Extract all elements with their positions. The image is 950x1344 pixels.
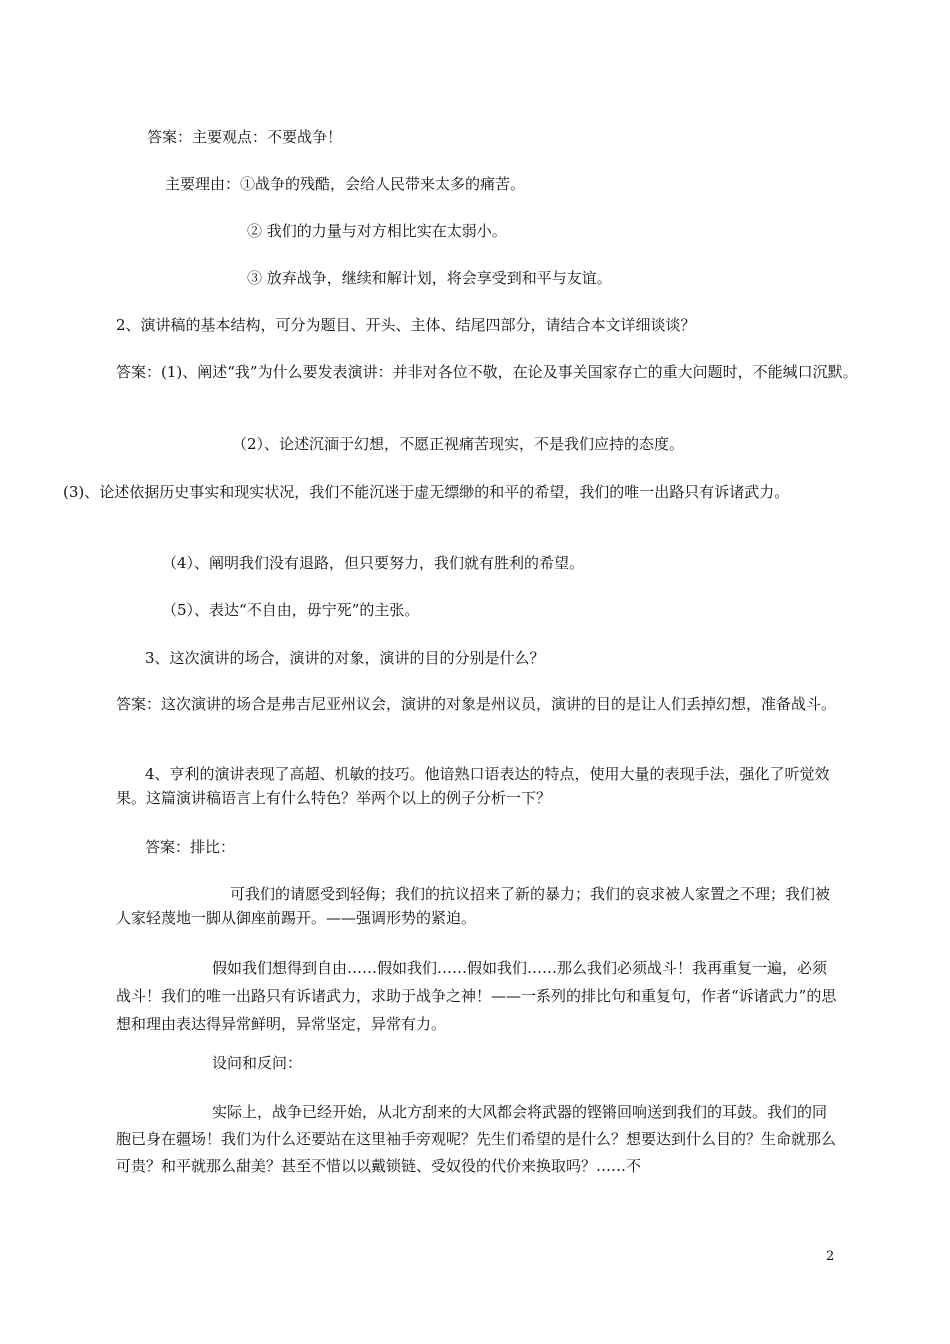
page-number: 2 (826, 1249, 835, 1264)
answer-2-part-1: 答案：(1)、阐述“我”为什么要发表演讲：并非对各位不敬，在论及事关国家存亡的重大问题时，不能缄口沉默。 (116, 363, 858, 381)
answer-2-part-5: （5）、表达“不自由，毋宁死”的主张。 (162, 601, 420, 619)
answer-1-reason-1: 主要理由：①战争的残酷，会给人民带来太多的痛苦。 (165, 175, 526, 193)
question-4: 4、亨利的演讲表现了高超、机敏的技巧。他谙熟口语表达的特点，使用大量的表现手法，强化了听觉效果。这篇演讲稿语言上有什么特色？举两个以上的例子分析一下？ (116, 765, 830, 807)
question-2: 2、演讲稿的基本结构，可分为题目、开头、主体、结尾四部分，请结合本文详细谈谈？ (116, 316, 696, 334)
question-3: 3、这次演讲的场合，演讲的对象，演讲的目的分别是什么？ (145, 649, 545, 667)
answer-1-main-view: 答案：主要观点：不要战争！ (147, 128, 343, 146)
answer-2-part-4: （4）、阐明我们没有退路，但只要努力，我们就有胜利的希望。 (162, 554, 585, 572)
answer-1-reason-3: ③ 放弃战争，继续和解计划，将会享受到和平与友谊。 (247, 269, 612, 287)
answer-2-part-3: (3)、论述依据历史事实和现实状况，我们不能沉迷于虚无缥缈的和平的希望，我们的唯一出路只有诉诸武力。 (63, 483, 790, 501)
answer-2-part-2: （2）、论述沉湎于幻想，不愿正视痛苦现实，不是我们应持的态度。 (232, 435, 685, 453)
answer-1-reason-2: ② 我们的力量与对方相比实在太弱小。 (247, 222, 507, 240)
answer-4-example-1: 可我们的请愿受到轻侮；我们的抗议招来了新的暴力；我们的哀求被人家置之不理；我们被人家轻蔑地一脚从御座前踢开。——强调形势的紧迫。 (116, 885, 831, 927)
answer-4-example-3: 实际上，战争已经开始，从北方刮来的大风都会将武器的铿锵回响送到我们的耳鼓。我们的同胞已身在疆场！我们为什么还要站在这里袖手旁观呢？先生们希望的是什么？想要达到什么目的？生命就那么可贵？和平就那么甜美？甚至不惜以以戴锁链、受奴役的代价来换取吗？……不 (116, 1103, 837, 1175)
answer-3: 答案：这次演讲的场合是弗吉尼亚州议会，演讲的对象是州议员，演讲的目的是让人们丢掉幻想，准备战斗。 (116, 695, 837, 713)
answer-4-heading-rhetorical: 设问和反问： (212, 1054, 303, 1072)
answer-4-heading-parallelism: 答案：排比： (145, 838, 236, 856)
answer-4-example-2: 假如我们想得到自由……假如我们……假如我们……那么我们必须战斗！我再重复一遍，必须战斗！我们的唯一出路只有诉诸武力，求助于战争之神！——一系列的排比句和重复句，作者“诉诸武力”的思想和理由表达得异常鲜明，异常坚定，异常有力。 (116, 959, 837, 1033)
